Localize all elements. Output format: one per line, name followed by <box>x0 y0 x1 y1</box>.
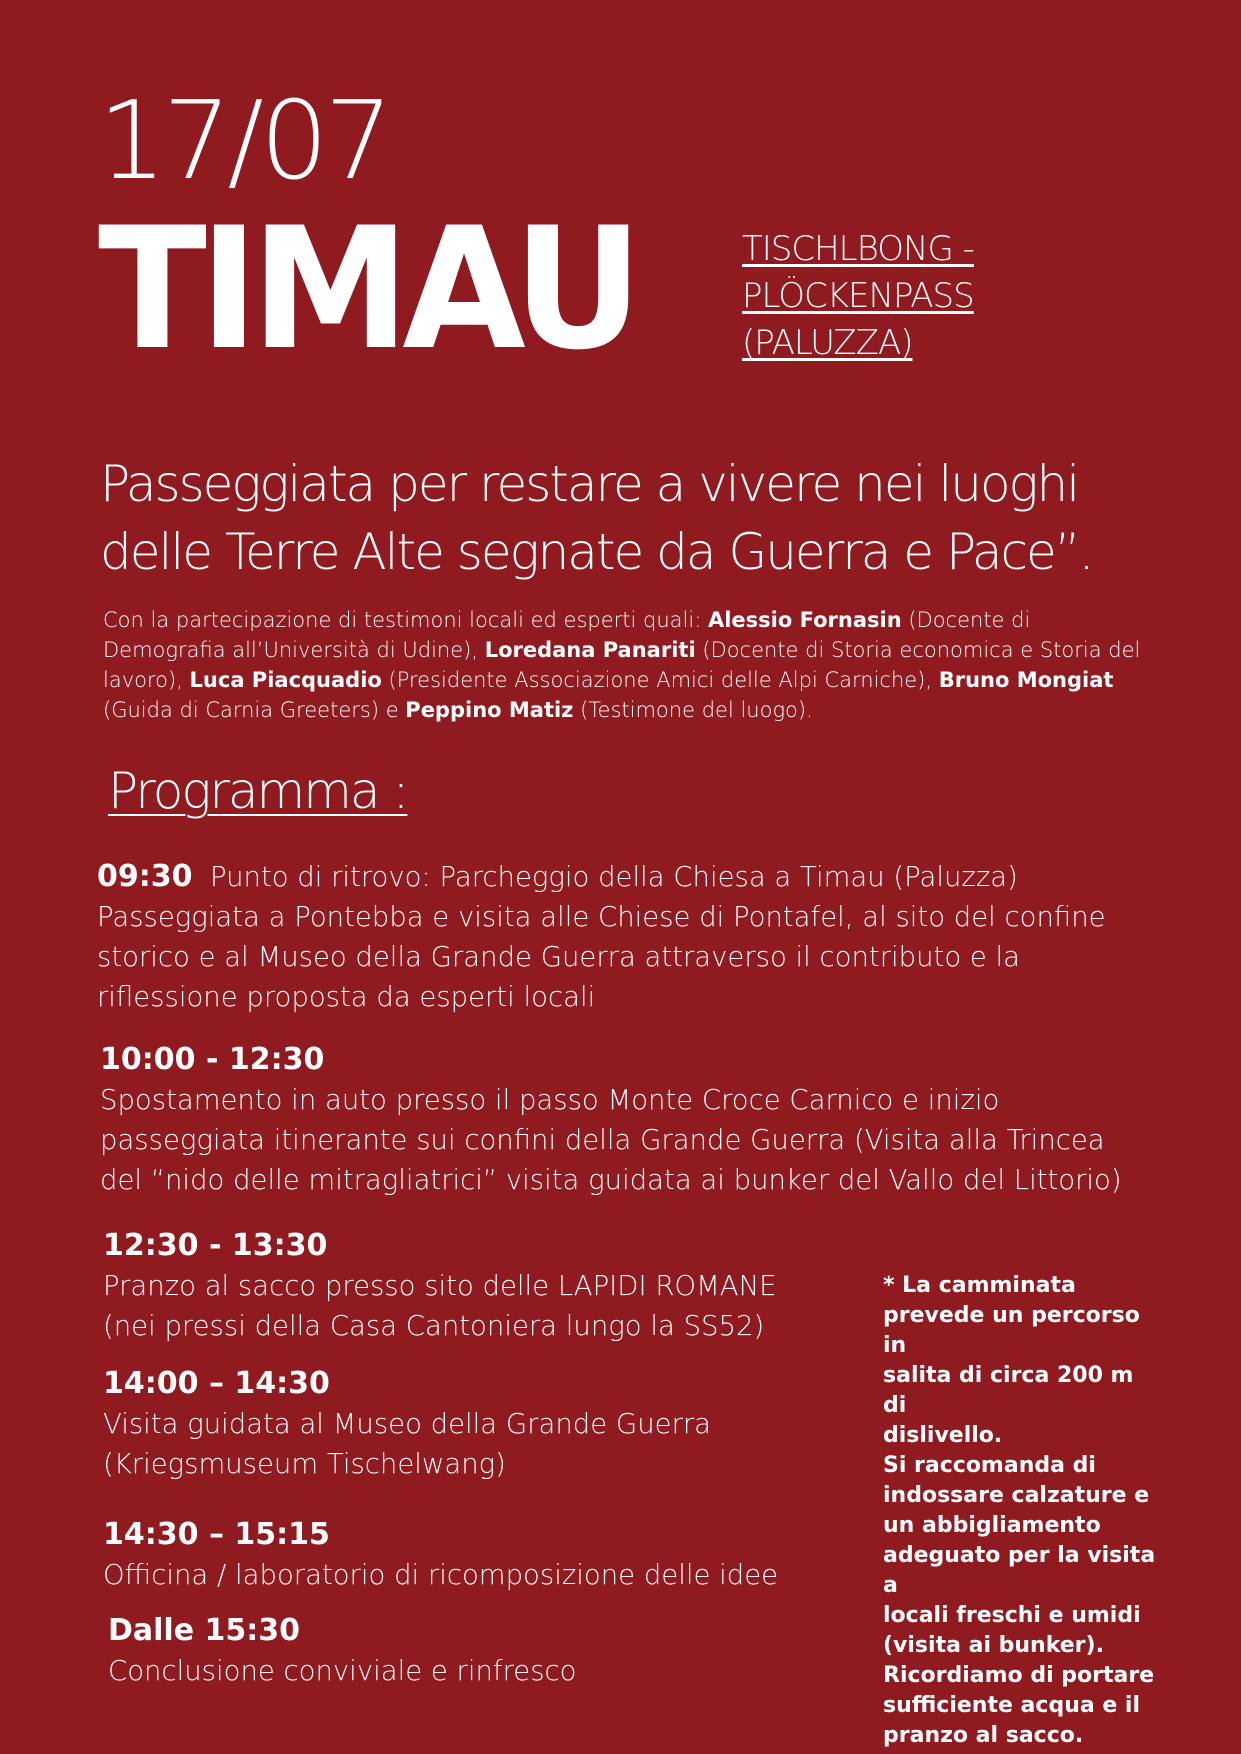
headline-line: Passeggiata per restare a vivere nei luoghi <box>100 455 1079 513</box>
locality-line: TISCHLBONG - <box>742 229 974 269</box>
event-locality <box>742 226 974 367</box>
locality-line: PLÖCKENPASS <box>742 276 974 316</box>
note-line: * La camminata <box>883 1273 1076 1298</box>
note-line: salita di circa 200 m di <box>883 1363 1134 1418</box>
program-item-first-line <box>97 857 1106 897</box>
program-item-time: 09:30 <box>97 859 193 894</box>
program-item-line: Spostamento in auto presso il passo Monte Croce Carnico e inizio <box>100 1084 1000 1116</box>
note-line: dislivello. <box>883 1423 1003 1448</box>
program-item-line: riflessione proposta da esperti locali <box>97 981 596 1013</box>
headline <box>100 450 1093 586</box>
program-item-time: Dalle 15:30 <box>108 1613 300 1648</box>
program-item-line: Conclusione conviviale e rinfresco <box>108 1655 577 1687</box>
locality-line: (PALUZZA) <box>742 323 913 363</box>
program-item <box>103 1226 777 1346</box>
participant-role: (Docente di Demografia all’Università di Udine), <box>103 608 1031 662</box>
program-item-time: 10:00 - 12:30 <box>100 1042 325 1077</box>
participant-role: (Testimone del luogo). <box>573 698 813 722</box>
program-item-line: Officina / laboratorio di ricomposizione delle idee <box>103 1559 779 1591</box>
participant-name: Alessio Fornasin <box>707 608 902 632</box>
participant-name: Peppino Matiz <box>405 698 574 722</box>
headline-line: delle Terre Alte segnate da Guerra e Pace”. <box>100 523 1093 581</box>
program-item <box>103 1364 711 1484</box>
program-item <box>103 1515 778 1595</box>
program-item-line: Visita guidata al Museo della Grande Guerra <box>103 1408 712 1440</box>
note-line: sufficiente acqua e il <box>883 1693 1141 1718</box>
program-item-time: 14:00 – 14:30 <box>103 1366 330 1401</box>
program-item-line: (Kriegsmuseum Tischelwang) <box>103 1448 506 1480</box>
participant-name: Bruno Mongiat <box>938 668 1114 692</box>
note-line: Si raccomanda di <box>883 1453 1096 1478</box>
participant-role: (Docente di Storia economica e Storia del lavoro), <box>103 638 1141 692</box>
event-date: 17/07 <box>98 79 390 204</box>
program-item-line: Pranzo al sacco presso sito delle LAPIDI ROMANE <box>103 1270 777 1302</box>
program-item <box>97 857 1106 1017</box>
note-line: pranzo al sacco. <box>883 1723 1084 1748</box>
program-item-text: Punto di ritrovo: Parcheggio della Chiesa a Timau (Paluzza) <box>209 861 1018 893</box>
program-item-line: (nei pressi della Casa Cantoniera lungo la SS52) <box>103 1310 765 1342</box>
note-line: prevede un percorso in <box>883 1303 1140 1358</box>
participants-text <box>103 605 1153 725</box>
program-item-line: del “nido delle mitragliatrici” visita guidata ai bunker del Vallo del Littorio) <box>100 1164 1122 1196</box>
program-item-line: Passeggiata a Pontebba e visita alle Chiese di Pontafel, al sito del confine <box>97 901 1106 933</box>
program-item-line: passeggiata itinerante sui confini della Grande Guerra (Visita alla Trincea <box>100 1124 1105 1156</box>
note-line: Ricordiamo di portare <box>883 1663 1155 1688</box>
note-line: (visita ai bunker). <box>883 1633 1104 1658</box>
program-item <box>100 1040 1122 1200</box>
program-item-line: storico e al Museo della Grande Guerra attraverso il contributo e la <box>97 941 1021 973</box>
participant-name: Luca Piacquadio <box>189 668 382 692</box>
event-place: TIMAU <box>98 191 636 387</box>
program-item <box>108 1611 577 1691</box>
participant-role: (Guida di Carnia Greeters) e <box>103 698 406 722</box>
program-title: Programma : <box>108 762 408 820</box>
program-item-time: 12:30 - 13:30 <box>103 1228 328 1263</box>
note-line: un abbigliamento <box>883 1513 1101 1538</box>
note-line: indossare calzature e <box>883 1483 1150 1508</box>
participants-intro: Con la partecipazione di testimoni locali ed esperti quali: <box>103 608 708 632</box>
hiking-note <box>883 1271 1163 1751</box>
note-line: locali freschi e umidi <box>883 1603 1141 1628</box>
participant-name: Loredana Panariti <box>484 638 696 662</box>
note-line: adeguato per la visita a <box>883 1543 1156 1598</box>
program-item-time: 14:30 – 15:15 <box>103 1517 330 1552</box>
participant-role: (Presidente Associazione Amici delle Alpi Carniche), <box>381 668 939 692</box>
